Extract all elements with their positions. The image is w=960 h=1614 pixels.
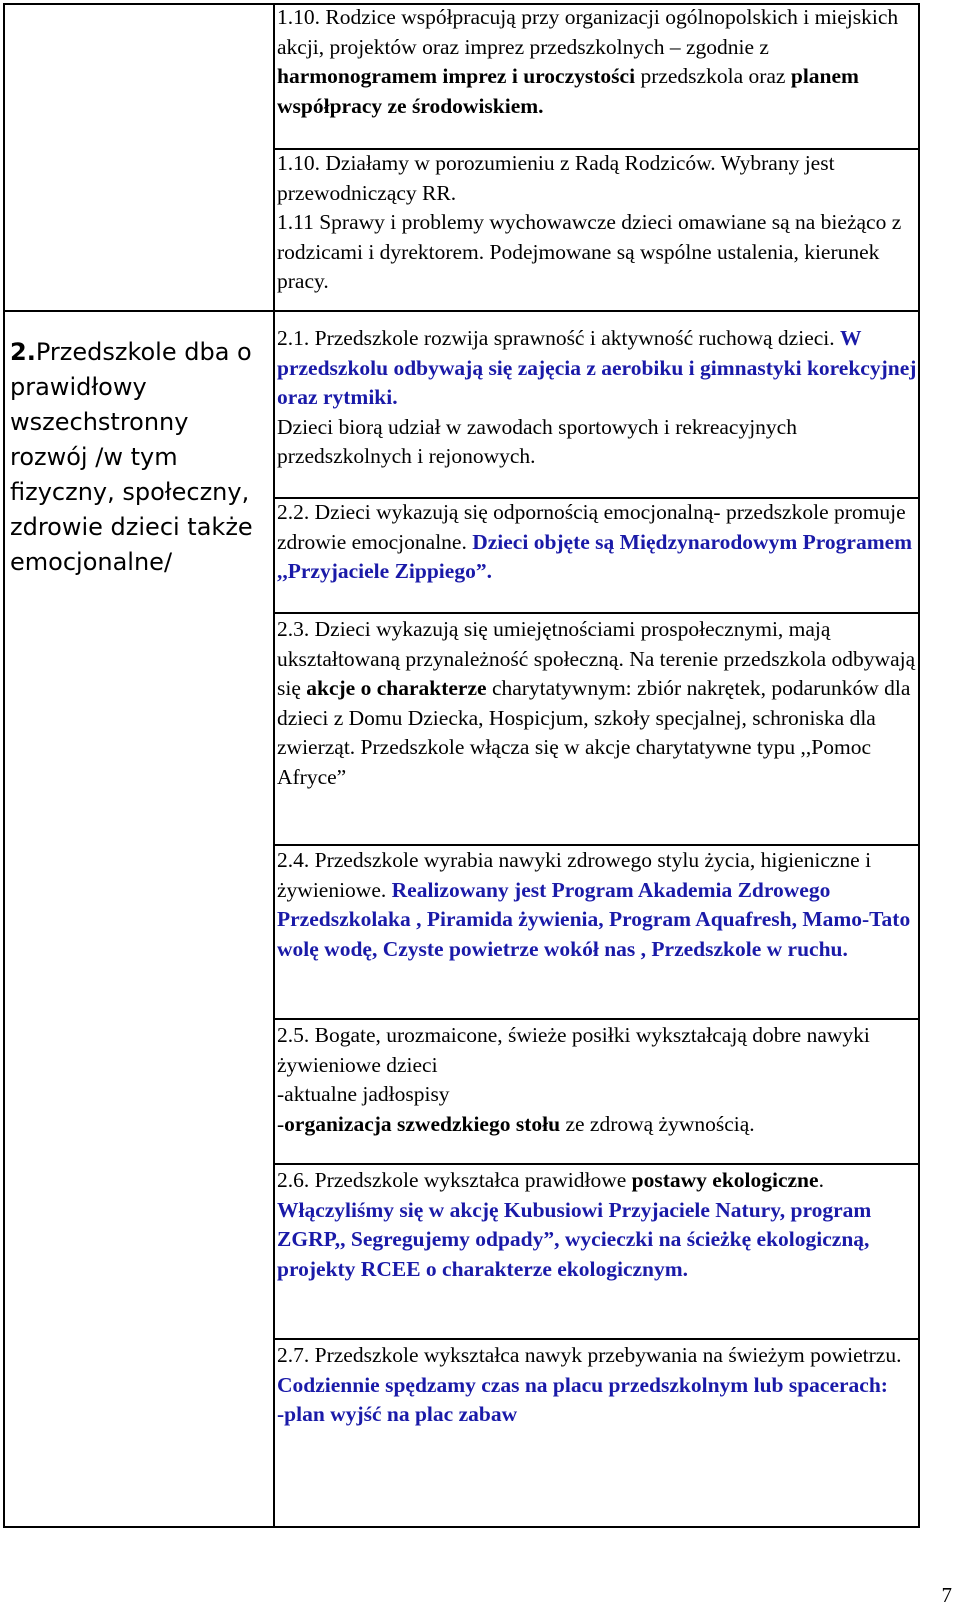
page-number: 7: [941, 1583, 952, 1607]
row-divider: [273, 1163, 920, 1165]
row-2-7: 2.7. Przedszkole wykształca nawyk przebywania na świeżym powietrzu. Codziennie spędzamy czas na placu przedszkolnym lub spacerach: -plan wyjść na plac zabaw: [277, 1343, 902, 1427]
row-2-4: 2.4. Przedszkole wyrabia nawyki zdrowego stylu życia, higieniczne i żywieniowe. Realizowany jest Program Akademia Zdrowego Przedszkolaka , Piramida żywienia, Program Aquafresh, Mamo-Tato wolę wodę, Czyste powietrze wokół nas , Przedszkole w ruchu.: [277, 848, 911, 961]
row-1-10-council: 1.10. Działamy w porozumieniu z Radą Rodziców. Wybrany jest przewodniczący RR. 1.11 Sprawy i problemy wychowawcze dzieci omawiane są na bieżąco z rodzicami i dyrektorem. Podejmowane są wspólne ustalenia, kierunek pracy.: [277, 151, 902, 294]
row-divider: [5, 310, 920, 312]
row-2-5: 2.5. Bogate, urozmaicone, świeże posiłki wykształcają dobre nawyki żywieniowe dzieci -aktualne jadłospisy -organizacja szwedzkiego stołu ze zdrową żywnością.: [277, 1023, 870, 1136]
row-divider: [273, 1018, 920, 1020]
row-2-1: 2.1. Przedszkole rozwija sprawność i aktywność ruchową dzieci. W przedszkolu odbywają się zajęcia z aerobiku i gimnastyki korekcyjnej oraz rytmiki. Dzieci biorą udział w zawodach sportowych i rekreacyjnych przedszkolnych i rejonowych.: [277, 326, 917, 469]
column-divider: [273, 5, 275, 1526]
section-heading-2: 2.Przedszkole dba o prawidłowy wszechstronny rozwój /w tym fizyczny, społeczny, zdrowie dzieci także emocjonalne/: [10, 338, 253, 576]
row-divider: [273, 612, 920, 614]
section-heading-text: Przedszkole dba o prawidłowy wszechstronny rozwój /w tym fizyczny, społeczny, zdrowie dzieci także emocjonalne/: [10, 338, 253, 576]
row-2-2: 2.2. Dzieci wykazują się odpornością emocjonalną- przedszkole promuje zdrowie emocjonalne. Dzieci objęte są Międzynarodowym Programem ,,Przyjaciele Zippiego”.: [277, 500, 913, 584]
row-2-3: 2.3. Dzieci wykazują się umiejętnościami prospołecznymi, mają ukształtowaną przynależność społeczną. Na terenie przedszkola odbywają się akcje o charakterze charytatywnym: zbiór nakrętek, podarunków dla dzieci z Domu Dziecka, Hospicjum, szkoły specjalnej, schroniska dla zwierząt. Przedszkole włącza się w akcje charytatywne typu ,,Pomoc Afryce”: [277, 617, 916, 789]
row-1-10-parents: 1.10. Rodzice współpracują przy organizacji ogólnopolskich i miejskich akcji, projektów oraz imprez przedszkolnych – zgodnie z harmonogramem imprez i uroczystości przedszkola oraz planem współpracy ze środowiskiem.: [277, 5, 899, 118]
row-divider: [273, 1338, 920, 1340]
row-2-6: 2.6. Przedszkole wykształca prawidłowe postawy ekologiczne. Włączyliśmy się w akcję Kubusiowi Przyjaciele Natury, program ZGRP,, Segregujemy odpady”, wycieczki na ścieżkę ekologiczną, projekty RCEE o charakterze ekologicznym.: [277, 1168, 872, 1281]
